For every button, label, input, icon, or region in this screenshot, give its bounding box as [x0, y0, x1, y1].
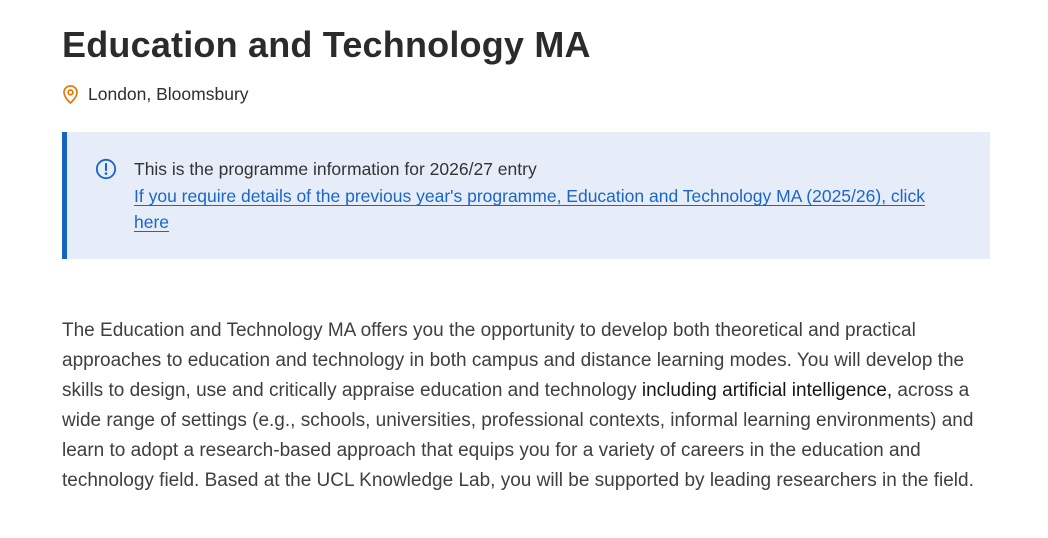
- location-row: [62, 84, 990, 105]
- info-icon: [95, 158, 117, 180]
- banner-text: [134, 156, 960, 235]
- info-banner: [62, 132, 990, 259]
- location-label: London, Bloomsbury: [88, 84, 249, 105]
- programme-overview: [62, 316, 986, 496]
- page-title: Education and Technology MA: [62, 24, 591, 65]
- overview-highlight: including artificial intelligence,: [641, 380, 893, 402]
- location-pin-icon: [62, 84, 79, 105]
- banner-entry-note: This is the programme information for 2026/27 entry: [134, 159, 537, 180]
- overview-text-before: The Education and Technology MA offers you the opportunity to develop both theoretical and practical approaches to education and technology in both campus and distance learning modes. You will develop the skills to design, use and critically appraise education and technology: [62, 320, 965, 402]
- overview-text-after: across a wide range of settings (e.g., schools, universities, professional contexts, informal learning environments) and learn to adopt a research-based approach that equips you for a variety of careers in the education and technology field. Based at the UCL Knowledge Lab, you will be supported by leading researchers in the field.: [62, 380, 974, 492]
- previous-year-link[interactable]: If you require details of the previous year's programme, Education and Technology MA (2025/26), click here: [134, 186, 925, 233]
